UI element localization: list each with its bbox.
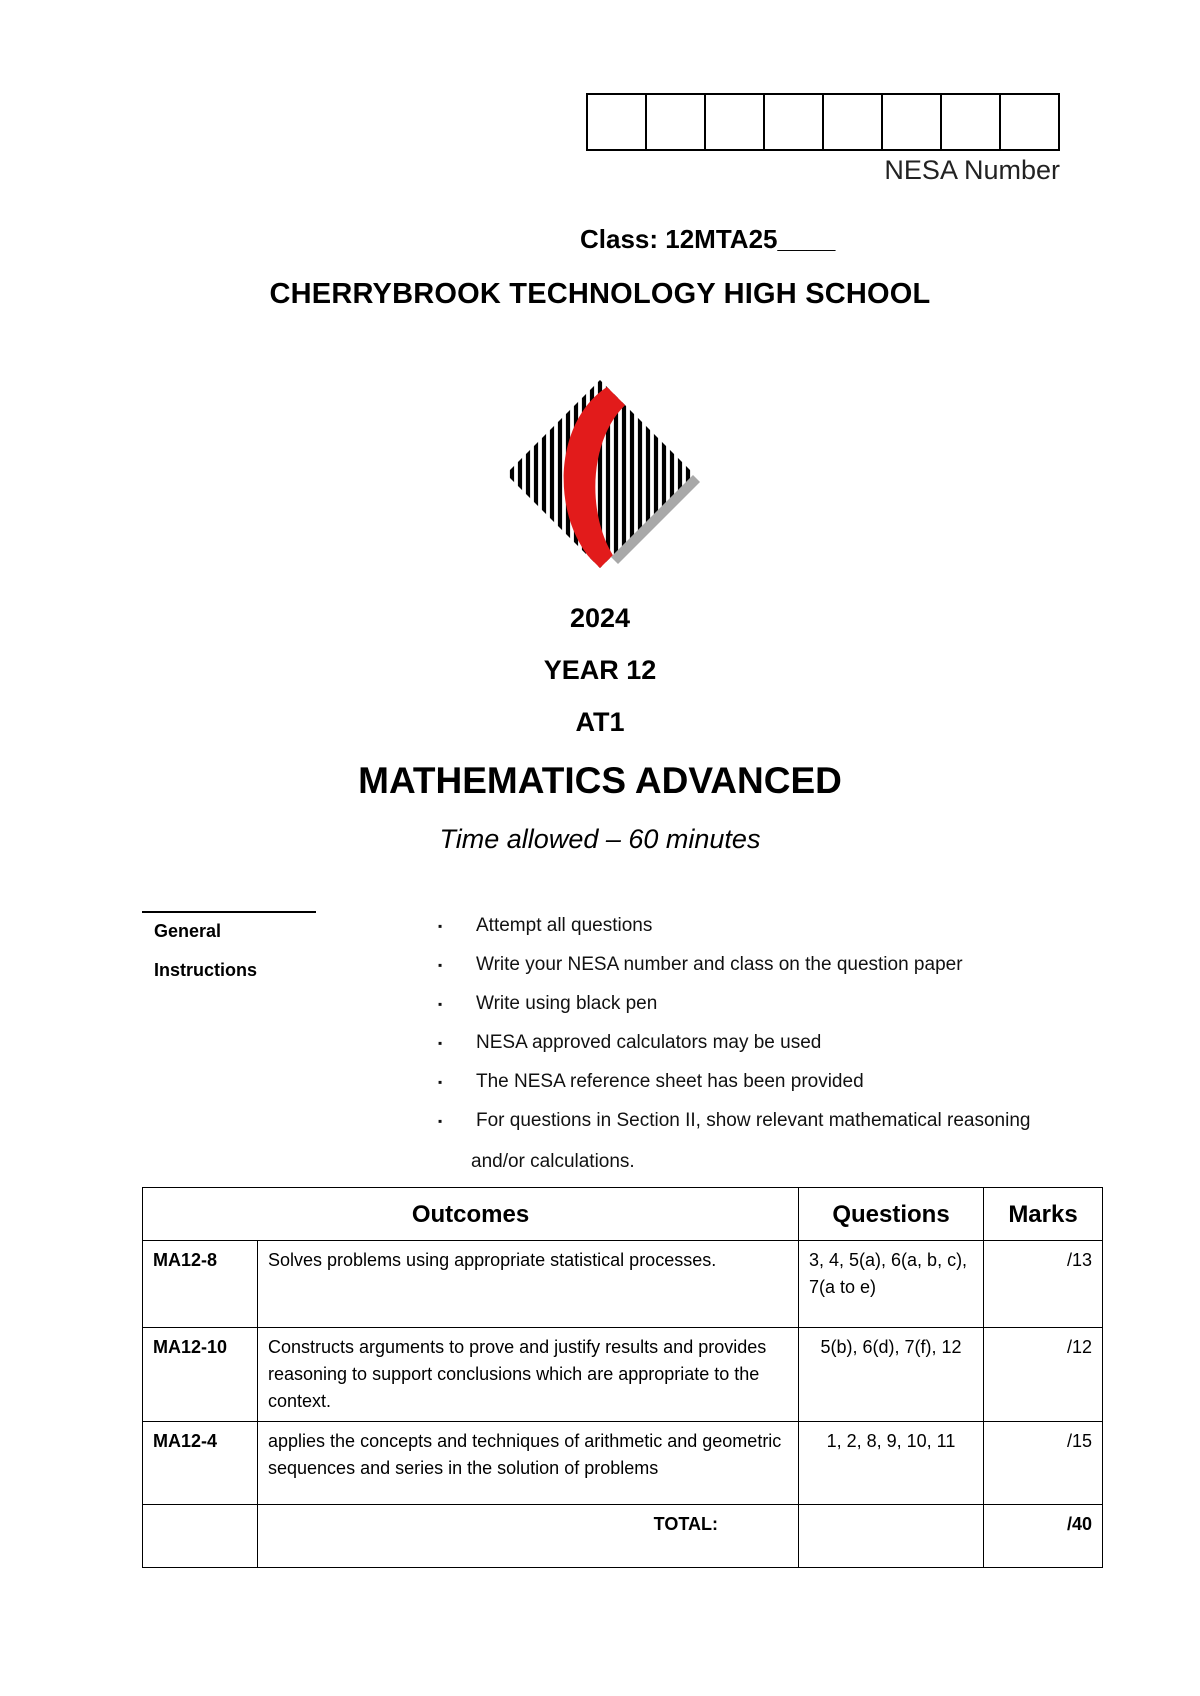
outcome-questions: 1, 2, 8, 9, 10, 11 xyxy=(799,1422,984,1505)
nesa-digit-box[interactable] xyxy=(647,95,706,149)
nesa-digit-box[interactable] xyxy=(942,95,1001,149)
outcome-code: MA12-4 xyxy=(143,1422,258,1505)
outcome-description: applies the concepts and techniques of arithmetic and geometric sequences and series in the solution of problems xyxy=(258,1422,799,1505)
instruction-item: ▪ Attempt all questions xyxy=(435,913,1030,952)
instruction-continuation: and/or calculations. xyxy=(471,1151,635,1172)
outcome-description: Constructs arguments to prove and justify results and provides reasoning to support conclusions which are appropriate to the context. xyxy=(258,1328,799,1422)
instruction-item: ▪ The NESA reference sheet has been provided xyxy=(435,1069,1030,1108)
instruction-item: ▪ NESA approved calculators may be used xyxy=(435,1030,1030,1069)
general-instructions-label: General xyxy=(154,921,222,941)
outcome-questions: 5(b), 6(d), 7(f), 12 xyxy=(799,1328,984,1422)
nesa-digit-box[interactable] xyxy=(824,95,883,149)
total-marks: /40 xyxy=(984,1505,1103,1568)
school-name: CHERRYBROOK TECHNOLOGY HIGH SCHOOL xyxy=(269,278,931,310)
empty-cell xyxy=(799,1505,984,1568)
instruction-item: ▪ Write using black pen xyxy=(435,991,1030,1030)
general-instructions-label: Instructions xyxy=(154,960,258,980)
outcomes-table xyxy=(142,1187,1103,1568)
instructions-divider xyxy=(142,911,316,913)
empty-cell xyxy=(143,1505,258,1568)
time-allowed: Time allowed – 60 minutes xyxy=(439,824,761,854)
marks-header: Marks xyxy=(984,1188,1103,1241)
outcomes-header: Outcomes xyxy=(143,1188,799,1241)
table-row xyxy=(143,1422,1103,1505)
outcome-marks: /13 xyxy=(984,1241,1103,1328)
table-header-row xyxy=(143,1188,1103,1241)
total-label: TOTAL: xyxy=(258,1505,799,1568)
instruction-item: ▪ Write your NESA number and class on the question paper xyxy=(435,952,1030,991)
nesa-digit-box[interactable] xyxy=(588,95,647,149)
class-line: Class: 12MTA25____ xyxy=(580,224,836,254)
exam-year: 2024 xyxy=(569,603,631,633)
nesa-digit-box[interactable] xyxy=(706,95,765,149)
assessment-task: AT1 xyxy=(575,707,625,737)
table-row xyxy=(143,1241,1103,1328)
subject-title: MATHEMATICS ADVANCED xyxy=(358,760,842,801)
outcome-questions: 3, 4, 5(a), 6(a, b, c), 7(a to e) xyxy=(799,1241,984,1328)
outcome-marks: /12 xyxy=(984,1328,1103,1422)
outcome-description: Solves problems using appropriate statistical processes. xyxy=(258,1241,799,1328)
school-logo-icon xyxy=(500,378,700,592)
instruction-item: ▪ For questions in Section II, show relevant mathematical reasoning xyxy=(435,1108,1030,1147)
nesa-number-boxes[interactable] xyxy=(586,93,1060,151)
nesa-digit-box[interactable] xyxy=(1001,95,1058,149)
nesa-number-label: NESA Number xyxy=(884,155,1060,185)
instructions-list xyxy=(435,913,1030,1147)
nesa-digit-box[interactable] xyxy=(765,95,824,149)
outcome-code: MA12-8 xyxy=(143,1241,258,1328)
exam-level: YEAR 12 xyxy=(543,655,657,685)
table-row xyxy=(143,1328,1103,1422)
nesa-digit-box[interactable] xyxy=(883,95,942,149)
questions-header: Questions xyxy=(799,1188,984,1241)
outcome-marks: /15 xyxy=(984,1422,1103,1505)
total-row xyxy=(143,1505,1103,1568)
outcome-code: MA12-10 xyxy=(143,1328,258,1422)
